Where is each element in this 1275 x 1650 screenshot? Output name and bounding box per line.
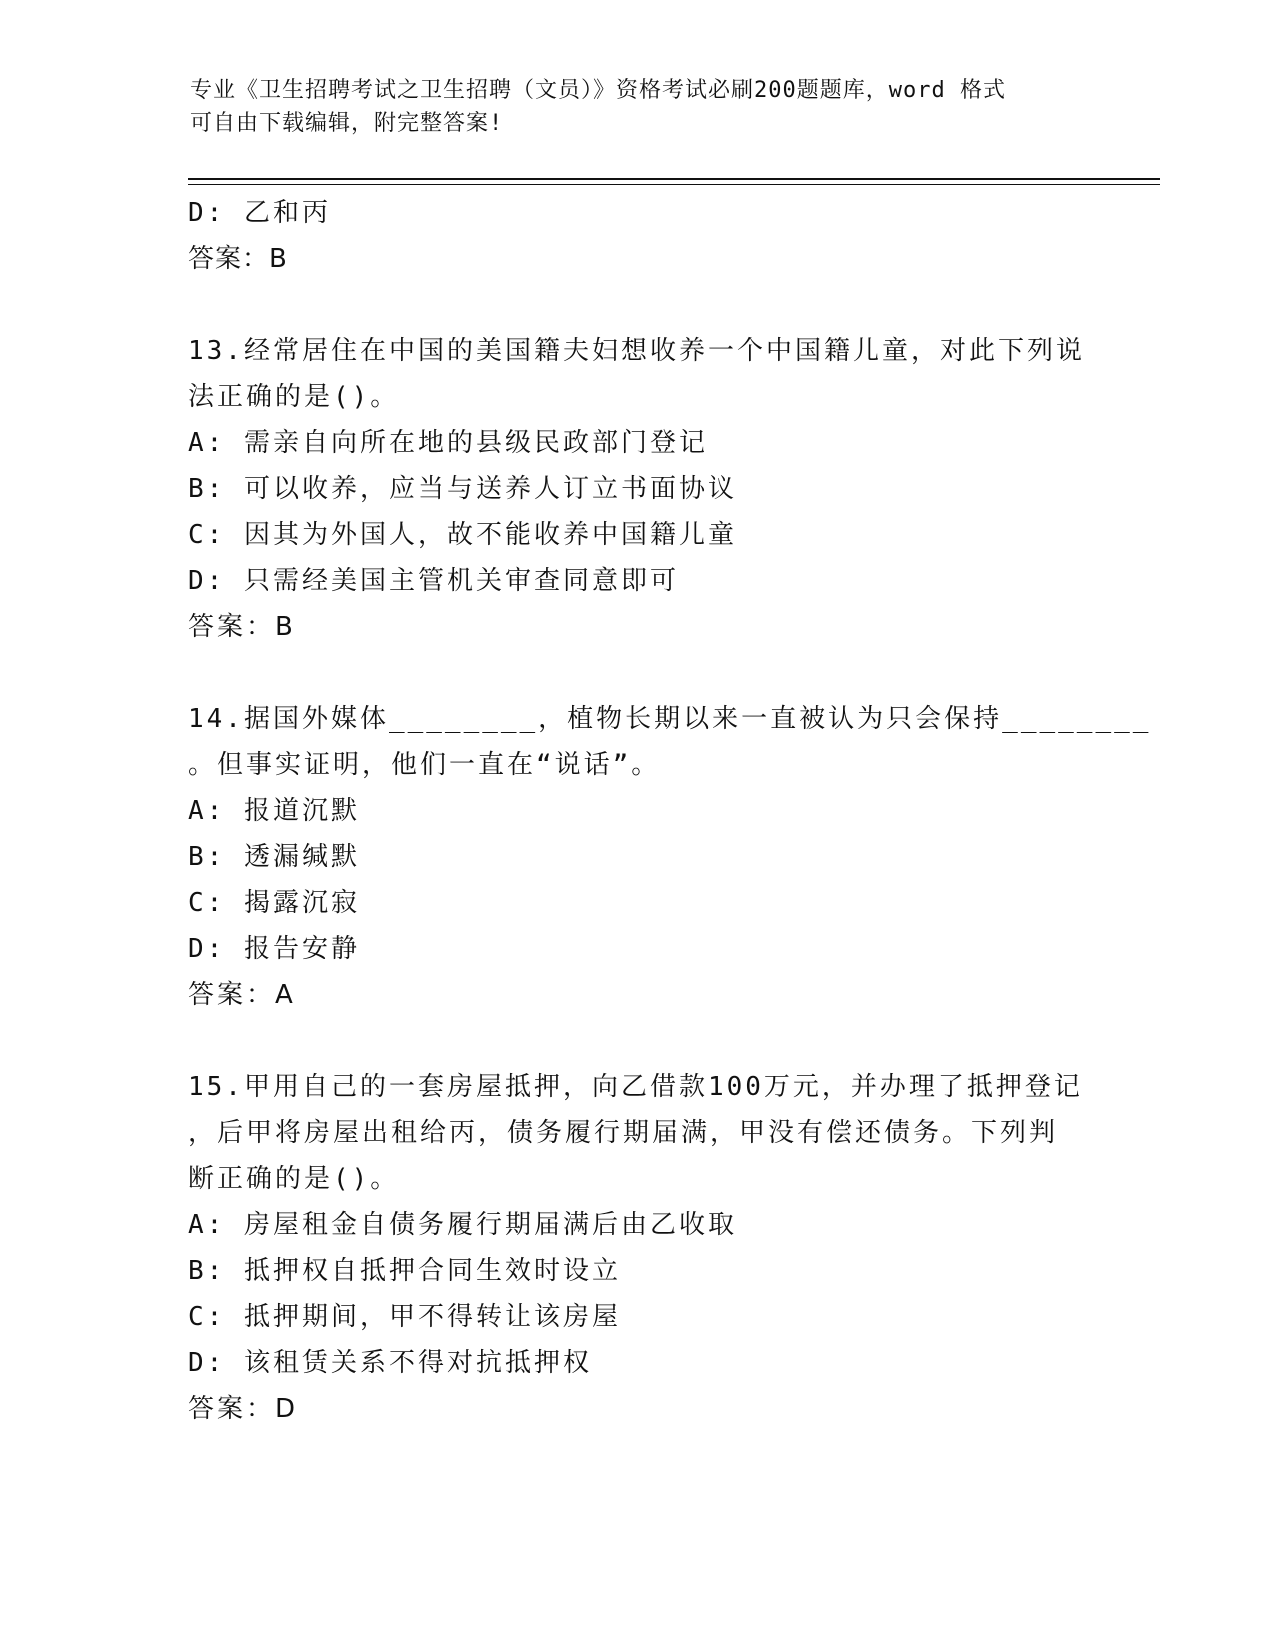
answer-line: 答案：B: [188, 244, 288, 274]
answer-line: 答案：A: [188, 980, 296, 1010]
previous-question-tail: [188, 190, 1088, 282]
spacer: [188, 282, 1088, 328]
option-c: C: 因其为外国人，故不能收养中国籍儿童: [188, 520, 737, 550]
answer-line: 答案：D: [188, 1394, 299, 1424]
option-b: B: 透漏缄默: [188, 842, 360, 872]
question-stem-line: 13.经常居住在中国的美国籍夫妇想收养一个中国籍儿童，对此下列说: [188, 336, 1085, 366]
option-d: D: 乙和丙: [188, 198, 331, 228]
option-c: C: 抵押期间，甲不得转让该房屋: [188, 1302, 621, 1332]
question-content: [188, 190, 1152, 1432]
document-header: [190, 74, 1090, 140]
question-15: [188, 1064, 1088, 1432]
option-d: D: 只需经美国主管机关审查同意即可: [188, 566, 679, 596]
question-stem-line: 法正确的是()。: [188, 382, 400, 412]
question-stem-line: 15.甲用自己的一套房屋抵押，向乙借款100万元，并办理了抵押登记: [188, 1072, 1083, 1102]
answer-line: 答案：B: [188, 612, 296, 642]
option-a: A: 房屋租金自债务履行期届满后由乙收取: [188, 1210, 737, 1240]
header-rule-thin: [188, 184, 1160, 185]
header-rule-thick: [188, 178, 1160, 180]
option-d: D: 该租赁关系不得对抗抵押权: [188, 1348, 592, 1378]
option-b: B: 抵押权自抵押合同生效时设立: [188, 1256, 621, 1286]
question-stem-line: 14.据国外媒体________，植物长期以来一直被认为只会保持________: [188, 704, 1152, 734]
question-stem-line: 断正确的是()。: [188, 1164, 400, 1194]
option-d: D: 报告安静: [188, 934, 360, 964]
header-line-2: 可自由下载编辑，附完整答案!: [190, 111, 504, 136]
question-stem-line: ，后甲将房屋出租给丙，债务履行期届满，甲没有偿还债务。下列判: [188, 1118, 1059, 1148]
option-a: A: 需亲自向所在地的县级民政部门登记: [188, 428, 708, 458]
question-14: [188, 696, 1152, 1018]
option-b: B: 可以收养，应当与送养人订立书面协议: [188, 474, 737, 504]
spacer: [188, 650, 1088, 696]
question-stem-line: 。但事实证明，他们一直在“说话”。: [188, 750, 661, 780]
spacer: [188, 1018, 1088, 1064]
option-c: C: 揭露沉寂: [188, 888, 360, 918]
question-13: [188, 328, 1088, 650]
option-a: A: 报道沉默: [188, 796, 360, 826]
header-line-1: 专业《卫生招聘考试之卫生招聘（文员）》资格考试必刷200题题库，word 格式: [190, 78, 1006, 103]
